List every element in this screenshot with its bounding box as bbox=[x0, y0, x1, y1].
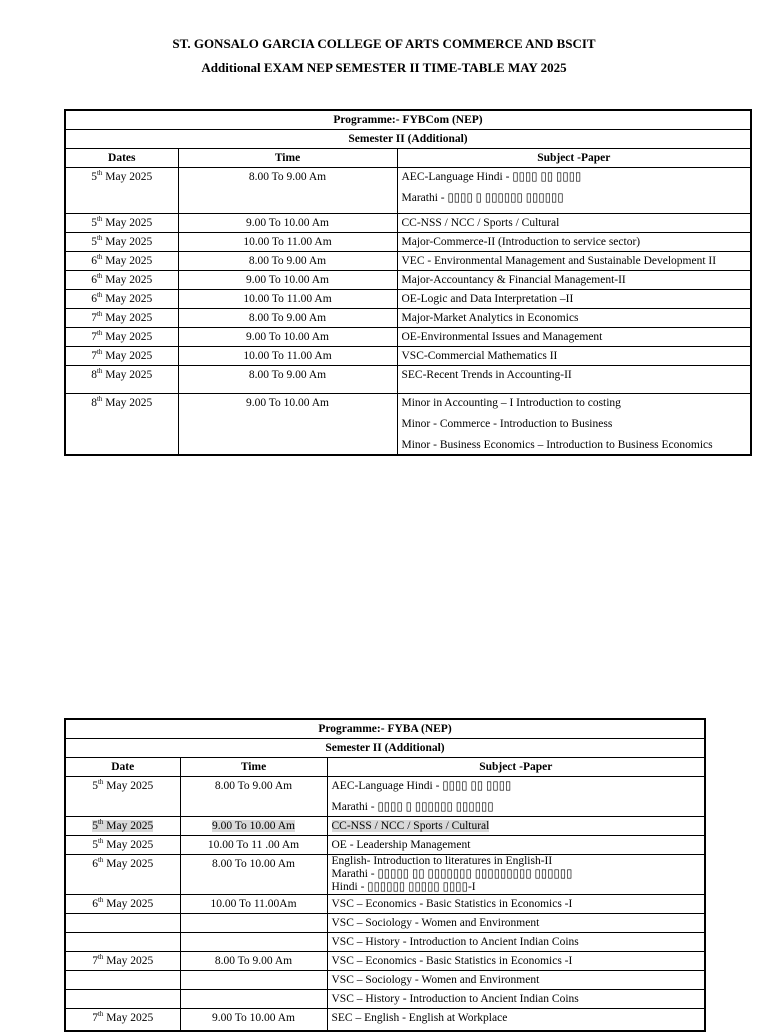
subject-cell: CC-NSS / NCC / Sports / Cultural bbox=[327, 817, 705, 836]
table-row bbox=[65, 309, 751, 328]
table-row bbox=[65, 271, 751, 290]
table-row bbox=[65, 366, 751, 394]
time-cell: 9.00 To 10.00 Am bbox=[178, 328, 397, 347]
subject-cell: Minor in Accounting – I Introduction to costing Minor - Commerce - Introduction to Business Minor - Business Economics – Introduction to Business Economics bbox=[397, 394, 751, 456]
time-cell bbox=[180, 971, 327, 990]
table-row bbox=[65, 233, 751, 252]
subject-cell: English- Introduction to literatures in English-II Marathi - ▯▯▯▯▯ ▯▯ ▯▯▯▯▯▯▯ ▯▯▯▯▯▯▯▯▯ ▯▯▯▯▯▯ Hindi - ▯▯▯▯▯▯ ▯▯▯▯▯ ▯▯▯▯-I bbox=[327, 855, 705, 895]
subject-cell: VSC – History - Introduction to Ancient Indian Coins bbox=[327, 933, 705, 952]
date-cell: 6th May 2025 bbox=[65, 271, 178, 290]
semester-title: Semester II (Additional) bbox=[65, 130, 751, 149]
semester-title: Semester II (Additional) bbox=[65, 739, 705, 758]
date-cell: 6th May 2025 bbox=[65, 855, 180, 895]
table-row bbox=[65, 214, 751, 233]
table-row bbox=[65, 777, 705, 817]
date-cell: 7th May 2025 bbox=[65, 347, 178, 366]
table-row bbox=[65, 1009, 705, 1031]
subject-cell: AEC-Language Hindi - ▯▯▯▯ ▯▯ ▯▯▯▯ Marathi - ▯▯▯▯ ▯ ▯▯▯▯▯▯ ▯▯▯▯▯▯ bbox=[327, 777, 705, 817]
table-row bbox=[65, 836, 705, 855]
table-row bbox=[65, 252, 751, 271]
subject-cell: AEC-Language Hindi - ▯▯▯▯ ▯▯ ▯▯▯▯ Marathi - ▯▯▯▯ ▯ ▯▯▯▯▯▯ ▯▯▯▯▯▯ bbox=[397, 168, 751, 214]
date-cell: 7th May 2025 bbox=[65, 328, 178, 347]
subject-cell: VSC – Sociology - Women and Environment bbox=[327, 971, 705, 990]
date-cell bbox=[65, 990, 180, 1009]
table-row bbox=[65, 168, 751, 214]
time-cell: 8.00 To 9.00 Am bbox=[178, 168, 397, 214]
date-cell: 5th May 2025 bbox=[65, 777, 180, 817]
table-row bbox=[65, 990, 705, 1009]
exam-title: Additional EXAM NEP SEMESTER II TIME-TABLE MAY 2025 bbox=[201, 60, 567, 75]
subject-cell: Major-Accountancy & Financial Management-II bbox=[397, 271, 751, 290]
table-row bbox=[65, 952, 705, 971]
table-row bbox=[65, 971, 705, 990]
subject-cell: Major-Commerce-II (Introduction to service sector) bbox=[397, 233, 751, 252]
college-title: ST. GONSALO GARCIA COLLEGE OF ARTS COMMERCE AND BSCIT bbox=[172, 36, 596, 51]
programme-title: Programme:- FYBCom (NEP) bbox=[65, 110, 751, 130]
table-row bbox=[65, 933, 705, 952]
date-cell bbox=[65, 971, 180, 990]
time-cell: 10.00 To 11.00 Am bbox=[178, 347, 397, 366]
subject-cell: SEC-Recent Trends in Accounting-II bbox=[397, 366, 751, 394]
subject-cell: CC-NSS / NCC / Sports / Cultural bbox=[397, 214, 751, 233]
programme-title: Programme:- FYBA (NEP) bbox=[65, 719, 705, 739]
time-cell: 8.00 To 9.00 Am bbox=[180, 952, 327, 971]
date-cell: 5th May 2025 bbox=[65, 214, 178, 233]
col-time-header: Time bbox=[178, 149, 397, 168]
col-subject-header: Subject -Paper bbox=[397, 149, 751, 168]
time-cell: 9.00 To 10.00 Am bbox=[178, 394, 397, 456]
col-time-header: Time bbox=[180, 758, 327, 777]
date-cell: 5th May 2025 bbox=[65, 233, 178, 252]
date-cell: 5th May 2025 bbox=[65, 817, 180, 836]
table-row bbox=[65, 328, 751, 347]
subject-cell: Major-Market Analytics in Economics bbox=[397, 309, 751, 328]
date-cell: 7th May 2025 bbox=[65, 952, 180, 971]
col-date-header: Date bbox=[65, 758, 180, 777]
date-cell: 8th May 2025 bbox=[65, 366, 178, 394]
subject-cell: OE-Logic and Data Interpretation –II bbox=[397, 290, 751, 309]
subject-cell: VSC – Economics - Basic Statistics in Economics -I bbox=[327, 952, 705, 971]
date-cell: 6th May 2025 bbox=[65, 895, 180, 914]
table-row bbox=[65, 914, 705, 933]
subject-cell: SEC – English - English at Workplace bbox=[327, 1009, 705, 1031]
time-cell: 10.00 To 11.00 Am bbox=[178, 233, 397, 252]
table-row bbox=[65, 895, 705, 914]
time-cell: 8.00 To 9.00 Am bbox=[178, 366, 397, 394]
table-row bbox=[65, 347, 751, 366]
date-cell: 8th May 2025 bbox=[65, 394, 178, 456]
date-cell: 5th May 2025 bbox=[65, 168, 178, 214]
time-cell: 8.00 To 9.00 Am bbox=[178, 252, 397, 271]
subject-cell: VSC – Economics - Basic Statistics in Economics -I bbox=[327, 895, 705, 914]
time-cell bbox=[180, 914, 327, 933]
table-row bbox=[65, 855, 705, 895]
subject-cell: VEC - Environmental Management and Sustainable Development II bbox=[397, 252, 751, 271]
subject-cell: VSC-Commercial Mathematics II bbox=[397, 347, 751, 366]
time-cell: 8.00 To 9.00 Am bbox=[180, 777, 327, 817]
date-cell: 7th May 2025 bbox=[65, 309, 178, 328]
table-row bbox=[65, 394, 751, 456]
time-cell: 9.00 To 10.00 Am bbox=[180, 817, 327, 836]
date-cell bbox=[65, 933, 180, 952]
fyba-timetable bbox=[64, 718, 706, 1032]
time-cell: 9.00 To 10.00 Am bbox=[178, 271, 397, 290]
time-cell: 9.00 To 10.00 Am bbox=[180, 1009, 327, 1031]
time-cell: 8.00 To 9.00 Am bbox=[178, 309, 397, 328]
time-cell: 10.00 To 11.00Am bbox=[180, 895, 327, 914]
subject-cell: OE - Leadership Management bbox=[327, 836, 705, 855]
date-cell bbox=[65, 914, 180, 933]
table-row bbox=[65, 290, 751, 309]
time-cell bbox=[180, 933, 327, 952]
fybcom-timetable bbox=[64, 109, 752, 456]
subject-cell: OE-Environmental Issues and Management bbox=[397, 328, 751, 347]
time-cell: 10.00 To 11 .00 Am bbox=[180, 836, 327, 855]
date-cell: 6th May 2025 bbox=[65, 252, 178, 271]
subject-cell: VSC – History - Introduction to Ancient Indian Coins bbox=[327, 990, 705, 1009]
subject-cell: VSC – Sociology - Women and Environment bbox=[327, 914, 705, 933]
date-cell: 5th May 2025 bbox=[65, 836, 180, 855]
col-date-header: Dates bbox=[65, 149, 178, 168]
table-row bbox=[65, 817, 705, 836]
col-subject-header: Subject -Paper bbox=[327, 758, 705, 777]
time-cell: 9.00 To 10.00 Am bbox=[178, 214, 397, 233]
time-cell: 8.00 To 10.00 Am bbox=[180, 855, 327, 895]
date-cell: 7th May 2025 bbox=[65, 1009, 180, 1031]
time-cell bbox=[180, 990, 327, 1009]
date-cell: 6th May 2025 bbox=[65, 290, 178, 309]
time-cell: 10.00 To 11.00 Am bbox=[178, 290, 397, 309]
